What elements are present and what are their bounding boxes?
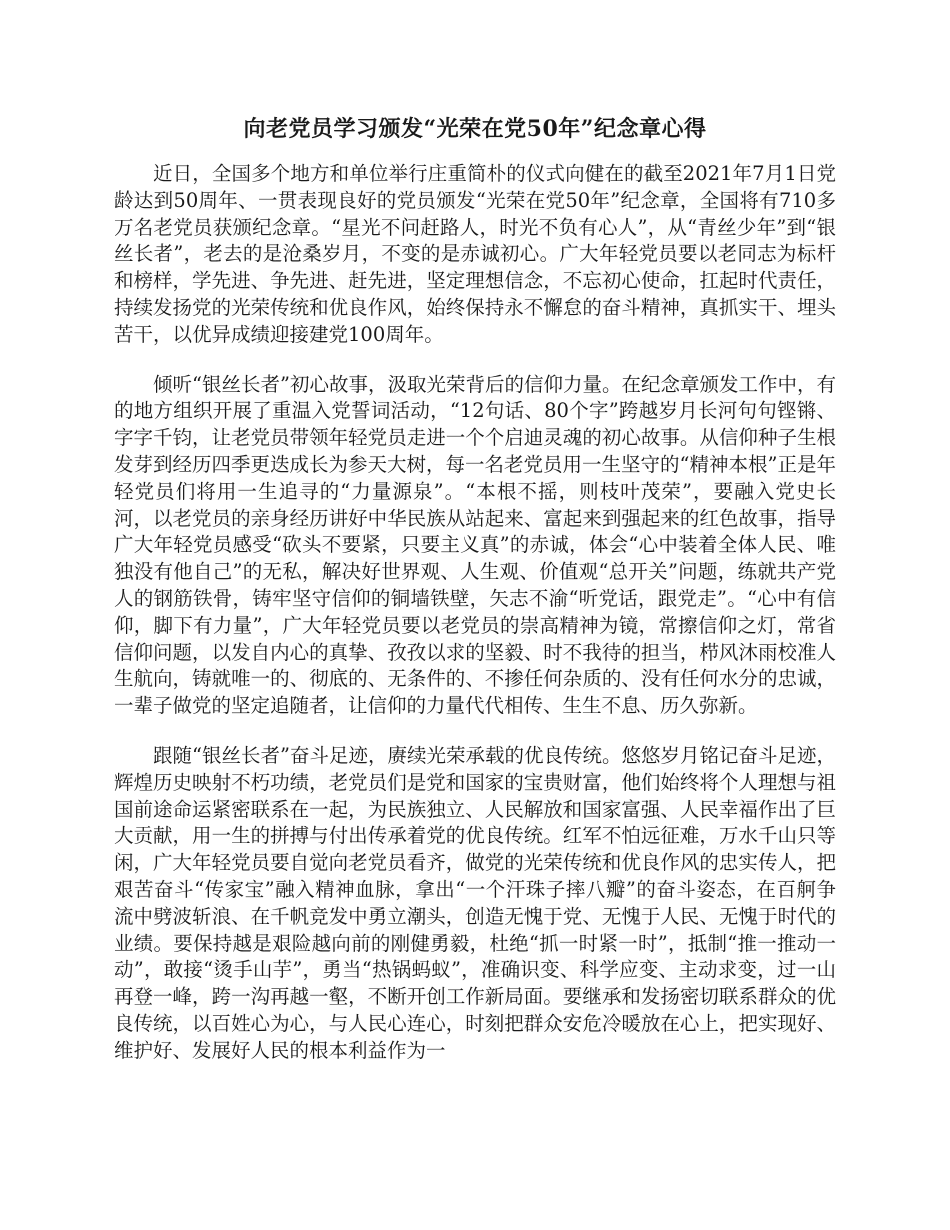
paragraph-1: 近日，全国多个地方和单位举行庄重简朴的仪式向健在的截至2021年7月1日党龄达到50周年、一贯表现良好的党员颁发“光荣在党50年”纪念章，全国将有710多万名老党员获颁纪念章。“星光不问赶路人，时光不负有心人”，从“青丝少年”到“银丝长者”，老去的是沧桑岁月，不变的是赤诚初心。广大年轻党员要以老同志为标杆和榜样，学先进、争先进、赶先进，坚定理想信念，不忘初心使命，扛起时代责任，持续发扬党的光荣传统和优良作风，始终保持永不懈怠的奋斗精神，真抓实干、埋头苦干，以优异成绩迎接建党100周年。 (114, 162, 836, 346)
paragraph-2: 倾听“银丝长者”初心故事，汲取光荣背后的信仰力量。在纪念章颁发工作中，有的地方组织开展了重温入党誓词活动，“12句话、80个字”跨越岁月长河句句铿锵、字字千钧，让老党员带领年轻党员走进一个个启迪灵魂的初心故事。从信仰种子生根发芽到经历四季更迭成长为参天大树，每一名老党员用一生坚守的“精神本根”正是年轻党员们将用一生追寻的“力量源泉”。“本根不摇，则枝叶茂荣”，要融入党史长河，以老党员的亲身经历讲好中华民族从站起来、富起来到强起来的红色故事，指导广大年轻党员感受“砍头不要紧，只要主义真”的赤诚，体会“心中装着全体人民、唯独没有他自己”的无私，解决好世界观、人生观、价值观“总开关”问题，练就共产党人的钢筋铁骨，铸牢坚守信仰的铜墙铁壁，矢志不渝“听党话，跟党走”。“心中有信仰，脚下有力量”，广大年轻党员要以老党员的崇高精神为镜，常擦信仰之灯，常省信仰问题，以发自内心的真挚、孜孜以求的坚毅、时不我待的担当，栉风沐雨校准人生航向，铸就唯一的、彻底的、无条件的、不掺任何杂质的、没有任何水分的忠诚，一辈子做党的坚定追随者，让信仰的力量代代相传、生生不息、历久弥新。 (114, 372, 836, 718)
document-body (114, 161, 836, 1088)
document-title: 向老党员学习颁发“光荣在党50年”纪念章心得 (243, 116, 707, 142)
paragraph-3: 跟随“银丝长者”奋斗足迹，赓续光荣承载的优良传统。悠悠岁月铭记奋斗足迹，辉煌历史映射不朽功绩，老党员们是党和国家的宝贵财富，他们始终将个人理想与祖国前途命运紧密联系在一起，为民族独立、人民解放和国家富强、人民幸福作出了巨大贡献，用一生的拼搏与付出传承着党的优良传统。红军不怕远征难，万水千山只等闲，广大年轻党员要自觉向老党员看齐，做党的光荣传统和优良作风的忠实传人，把艰苦奋斗“传家宝”融入精神血脉，拿出“一个汗珠子摔八瓣”的奋斗姿态，在百舸争流中劈波斩浪、在千帆竞发中勇立潮头，创造无愧于党、无愧于人民、无愧于时代的业绩。要保持越是艰险越向前的刚健勇毅，杜绝“抓一时紧一时”，抵制“推一推动一动”，敢接“烫手山芋”，勇当“热锅蚂蚁”，准确识变、科学应变、主动求变，过一山再登一峰，跨一沟再越一壑，不断开创工作新局面。要继承和发扬密切联系群众的优良传统，以百姓心为心，与人民心连心，时刻把群众安危冷暖放在心上，把实现好、维护好、发展好人民的根本利益作为一 (114, 743, 836, 1062)
